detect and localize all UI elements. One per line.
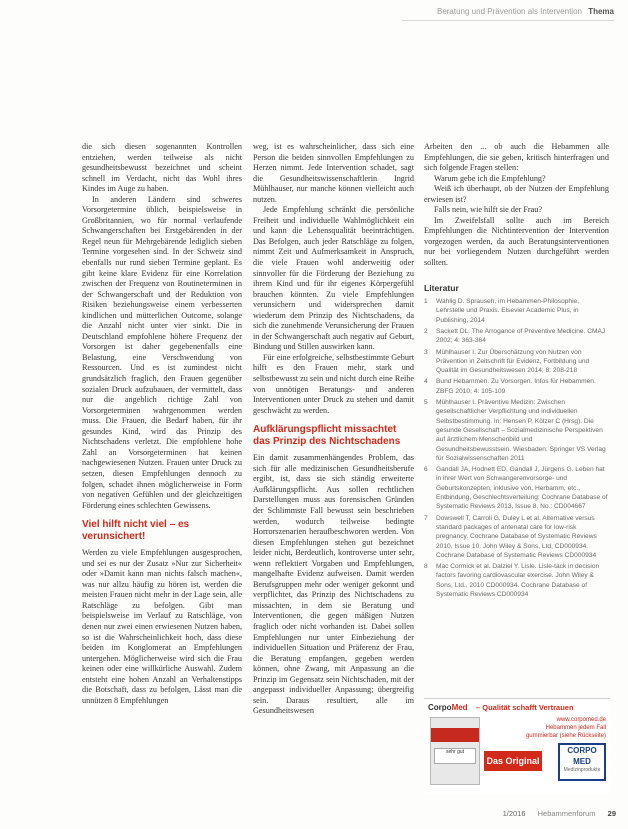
- literature-heading: Literatur: [424, 282, 459, 293]
- literature-list: [424, 297, 609, 599]
- subheading: Viel hilft nicht viel – es verunsichert!: [82, 519, 190, 542]
- paragraph: Für eine erfolgreiche, selbstbestimmte Geburt hilft es den Frauen mehr, stark und selbstbewusst zu sein und nicht durch eine Reihe von unnötigen Beratungs- und anderen Interventionen unter Druck zu stehen und damit geschwächt zu werden.: [253, 352, 414, 415]
- literature-item: 3 Mühlhauser I. Zur Überschätzung von Nutzen von Prävention in Zeitschrift für Evidenz, Fortbildung und Qualität im Gesundheitswesen 2014; 8: 208-218: [424, 348, 590, 375]
- header-thema: Thema: [588, 7, 614, 16]
- product-image: [430, 717, 480, 785]
- ad-brand: CorpoMed: [428, 703, 468, 712]
- header-rule: [402, 20, 614, 21]
- quality-seal: sehr gut: [434, 748, 476, 764]
- page-footer: [503, 809, 616, 818]
- subheading: Aufklärungspflicht missachtet das Prinzip des Nichtschadens: [253, 424, 401, 447]
- magazine-name: Hebammenforum: [537, 809, 596, 818]
- paragraph: Ein damit zusammenhängendes Problem, das sich für alle medizinischen Gesundheitsberufe ergibt, ist, dass sie sich ständig erweiterte Aufklärungspflicht. Aus sollen rechtlichen Darstellungen muss aus forensischen Gründen der Schlimmste Fall bewusst sein beschrieben werden, wodurch teilweise bedingte Horrorszenarien heraufbeschworen werden. Von diesen Empfehlungen stehen gut bezeichnet leider nicht, Berdeutlich, kontroverse unter sehr, wenn reflektiert Vorgaben und Empfehlungen, mangelhafte Evidenz aufweisen. Damit werden Berufsgruppen mehr oder weniger gekonnt und verpflichtet, das Prinzip des Nichtschadens zu missachten, in dem sie Beratung und Interventionen, die gegen mäßigen Nutzen fraglich oder nicht vorhanden ist. Dabei sollen Empfehlungen nur unter Einbeziehung der individuellen Situation und Präferenz der Frau, die Beratung empfangen, gegeben werden können, ohne Zwang, mit Anpassung an die Prinzip im Gegensatz sein Nichtschaden, mit der angepasst individueller Anpassung; übergreifig sein. Daraus resultiert, alle im Gesundheitswesen: [253, 453, 414, 716]
- running-header: [437, 7, 614, 16]
- literature-item: 7 Dowswell T, Carroli G, Duley L et al. Alternative versus standard packages of antenatal care for low-risk pregnancy. Cochrane Database of Systematic Reviews 2010, Issue 10. John Wiley & Sons, Ltd, CD000934. Cochrane Database of Systematic Reviews CD000934: [424, 514, 597, 559]
- ad-note: www.corpomed.de Hebammen jedem Fall gummierbar (siehe Rückseite): [525, 717, 606, 739]
- original-badge: Das Original: [484, 751, 542, 771]
- paragraph: Arbeiten den ... ob auch die Hebammen alle Empfehlungen, die sie geben, kritisch hinterfragen und sich folgende Fragen stellen:: [424, 142, 609, 173]
- advertisement[interactable]: [424, 698, 610, 794]
- paragraph: Werden zu viele Empfehlungen ausgesprochen, und sei es nur der Zusatz »Nur zur Sicherheit« oder »Damit kann man nichts falsch machen«, was nur allzu häufig zu hören ist, werden die meisten Frauen nicht mehr in der Lage sein, alle Ratschläge zu befolgen. Gibt man beispielsweise im Verlauf zu Ratschläge, von denen nur zwei einen erwiesenen Nutzen haben, so ist die Wahrscheinlichkeit hoch, dass diese beiden im Konglomerat an Empfehlungen untergehen. Möglicherweise wird sich die Frau keinen oder eine willkürliche Auswahl. Zudem entsteht eine hohen Anzahl an Verhaltenstipps die Botschaft, dass zu befolgen, Lässt man die unnützen 8 Empfehlungen: [82, 548, 242, 705]
- literature-item: 2 Sackett DL. The Arrogance of Preventive Medicine. CMAJ 2002; 4: 363-364: [424, 328, 606, 345]
- product-band: [431, 728, 479, 742]
- column-3: [424, 142, 609, 601]
- ad-slogan: – Qualität schafft Vertrauen: [476, 703, 574, 712]
- column-2: [253, 142, 414, 717]
- page-number: 29: [607, 809, 616, 818]
- question-line: Warum gebe ich die Empfehlung?: [434, 173, 546, 183]
- paragraph: Jede Empfehlung schränkt die persönliche Freiheit und individuelle Wahlmöglichkeit ein und kann die Lebensqualität beeinträchtigen. Das Befolgen, auch jeder Ratschläge zu folgen, nimmt Zeit und Aufmerksamkeit in Anspruch, die viele Frauen wohl anderweitig oder sinnvoller für die Förderung der Beziehung zu ihrem Kind und für ihr eigenes Körpergefühl brauchen könnten. Zu viele Empfehlungen verunsichern und widersprechen damit wiederum dem Prinzip des Nichtschadens, da sich die zunehmende Verunsicherung der Frauen in der Schwangerschaft auch negativ auf Geburt, Bindung und Stillen auswirken kann.: [253, 205, 414, 352]
- literature-item: 6 Gandall JA, Hodnett ED, Gandall J, Jürgens G. Leben hat in ihrer Wert von Schwangerenvorsorge- und Geburtskonzepten, inklusive von, Herbamm, etc., Entbindung, Geschlechtsverteilung: Cochrane Database of Systematic Reviews 2013, Issue 8, No.: CD004667: [424, 466, 608, 511]
- corpomed-logo: CORPO MED Medizinprodukte: [558, 743, 606, 781]
- question-line: Falls nein, wie hilft sie der Frau?: [434, 205, 543, 215]
- literature-item: 8 Mac Cormick et al. Dalziel Y. Lisle. Lisle-tack in decision factors favoring cardiovascular exercise. John Wiley & Sons, Ltd., 2010 CD000934. Cochrane Database of Systematic Reviews CD000934: [424, 563, 600, 599]
- header-section: Beratung und Prävention als Intervention: [436, 7, 582, 16]
- paragraph: die sich diesen sogenannten Kontrollen entziehen, werden teilweise als nicht gesundheitsbewusst bezeichnet und scheint schnell im Verdacht, nicht das Wohl ihres Kindes im Auge zu haben.: [82, 142, 242, 194]
- paragraph: In anderen Ländern sind schweres Vorsorgetermine üblich, beispielsweise in Großbritannien, wo für normal verlaufende Schwangerschaften bei Erstgebärenden in der Regel neun für Mehrgebärende lediglich sieben Termine vorgesehen sind. In der Schweiz sind ebenfalls nur rund sieben Termine geplant. Es gibt keine klare Evidenz für eine Korrelation zwischen der Frequenz von Routineterminen in der Schwangerschaft und der Reduktion von Risiken beziehungsweise einem verbesserten kindlichen und mütterlichen Outcome, solange die Anzahl nicht unter vier sinkt. Die in Deutschland empfohlene höhere Frequenz der Vorsorgen ist daher gegebenenfalls eine Belastung, eine Verschwendung von Ressourcen. Und es ist zumindest nicht grundsätzlich fraglich, den Frauen gegenüber sozialen Druck aufzubauen, der vermittelt, dass nur die angeblich richtige Zahl von Vorsorgeterminen wahrgenommen werden muss. Die Frauen, die Bedarf haben, für ihr gesundes Kind, wird das Prinzip des Nichtschadens verletzt. Die empfohlene hohe Zahl an Vorsorgeterminen hat keinen nachgewiesenen Nutzen. Frauen unter Druck zu setzen, diesen Empfehlungen dennoch zu folgen, schadet ihnen möglicherweise in Form von negativen Gefühlen und der gleichzeitigen Förderung eines schlechten Gewissens.: [82, 194, 242, 510]
- issue-number: 1/2016: [502, 809, 526, 818]
- question-line: Weiß ich überhaupt, ob der Nutzen der Empfehlung erwiesen ist?: [424, 184, 609, 204]
- column-1: [82, 142, 242, 706]
- paragraph: Im Zweifelsfall sollte auch im Bereich Empfehlungen die Nichtintervention der Intervention vorgezogen werden, da auch Beratungsinterventionen nur bei vorliegendem Nutzen durchgeführt werden sollten.: [424, 215, 609, 268]
- paragraph: weg, ist es wahrscheinlicher, dass sich eine Person die beiden sinnvollen Empfehlungen zu Herzen nimmt. Jede Intervention schadet, sagt die Gesundheitswissenschaftlerin Ingrid Mühlhauser, nur manche können vielleicht auch nutzen.: [253, 142, 414, 204]
- literature-item: 4 Bund Hebammen. Zu Vorsorgen. Infos für Hebammen. ZBFG 2010; 4: 105-109: [424, 378, 596, 395]
- literature-item: 1 Wahlig D. Sprauseh, im Hebammen-Philosophie, Lehrstelle und Praxis. Elsevier Academic Plus, in Publishing, 2014: [424, 298, 580, 324]
- literature-item: 5 Mühlhauser I. Präventive Medizin: Zwischen gesellschaftlicher Verpflichtung und individuellen Selbstbestimmung. In: Hensen P, Kölzer C (Hrsg). Die gesunde Gesellschaft – Sozialmedizinische Perspektiven auf ärztlichem Menschenbild und Gesundheitsbewusstsein. Wiesbaden: Springer VS Verlag für Sozialwissenschaften 2011: [424, 399, 606, 462]
